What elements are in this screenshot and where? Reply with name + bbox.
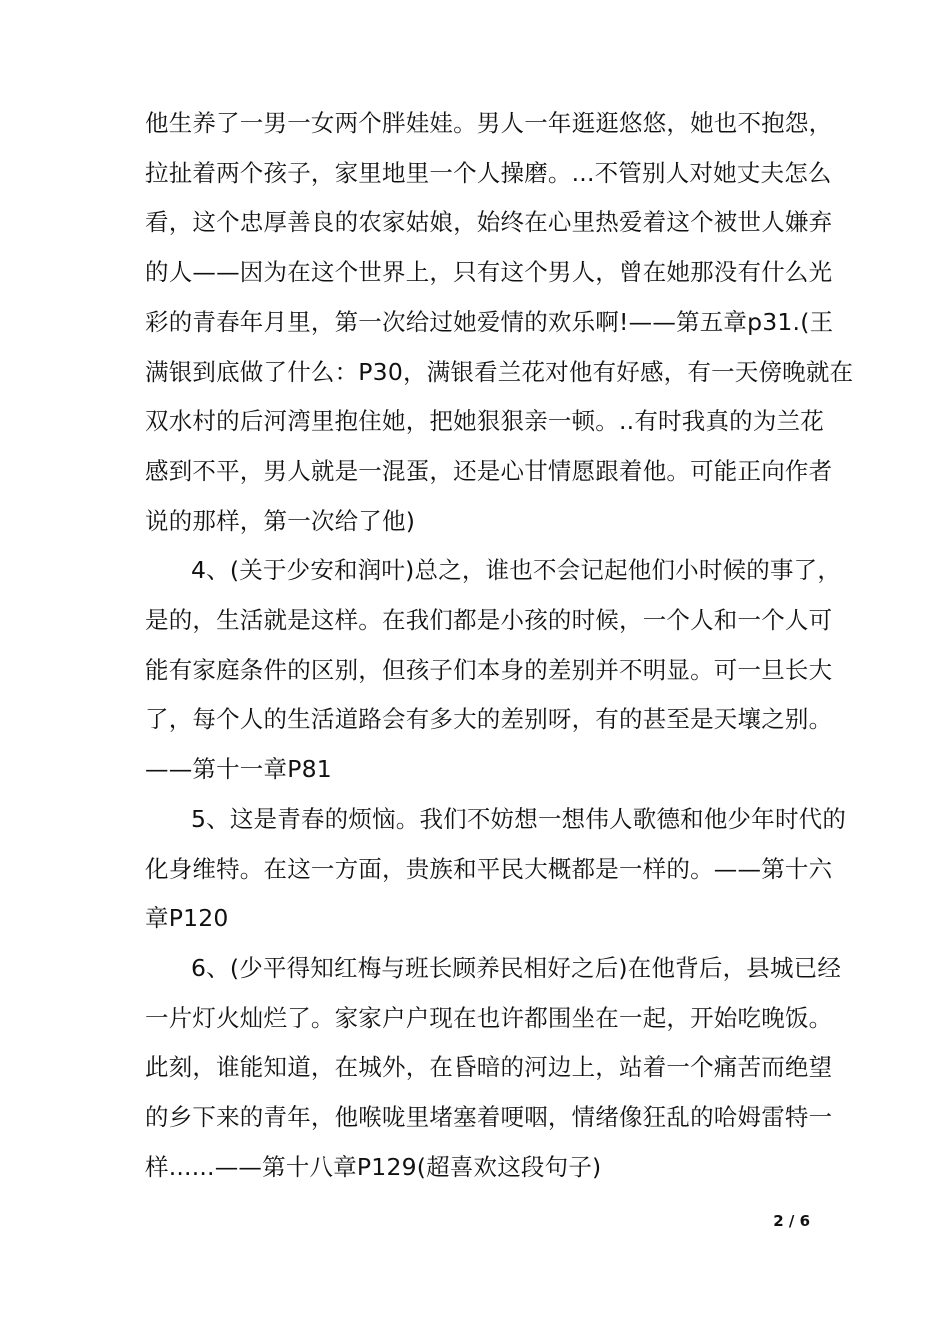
text-line: 章P120 xyxy=(145,904,229,933)
text-line: 了，每个人的生活道路会有多大的差别呀，有的甚至是天壤之别。 xyxy=(145,705,833,734)
text-line: 是的，生活就是这样。在我们都是小孩的时候，一个人和一个人可 xyxy=(145,606,833,635)
text-line: 彩的青春年月里，第一次给过她爱情的欢乐啊!——第五章p31.(王 xyxy=(145,307,834,336)
text-line: 6、(少平得知红梅与班长顾养民相好之后)在他背后，县城已经 xyxy=(191,953,842,982)
paragraph-continuation xyxy=(145,99,854,546)
text-line: 他生养了一男一女两个胖娃娃。男人一年逛逛悠悠，她也不抱怨， xyxy=(145,109,833,137)
text-line: 此刻，谁能知道，在城外，在昏暗的河边上，站着一个痛苦而绝望 xyxy=(145,1053,833,1082)
text-line: 双水村的后河湾里抱住她，把她狠狠亲一顿。..有时我真的为兰花 xyxy=(145,407,824,436)
text-line: 拉扯着两个孩子，家里地里一个人操磨。...不管别人对她丈夫怎么 xyxy=(145,158,832,187)
text-line: 感到不平，男人就是一混蛋，还是心甘情愿跟着他。可能正向作者 xyxy=(145,456,833,485)
text-line: 说的那样，第一次给了他) xyxy=(145,506,416,535)
text-line: 能有家庭条件的区别，但孩子们本身的差别并不明显。可一旦长大 xyxy=(145,655,833,684)
text-line: 一片灯火灿烂了。家家户户现在也许都围坐在一起，开始吃晚饭。 xyxy=(145,1003,833,1032)
paragraph-5 xyxy=(145,795,847,944)
paragraph-6 xyxy=(145,944,842,1193)
text-line: ——第十一章P81 xyxy=(145,755,332,784)
text-line: 看，这个忠厚善良的农家姑娘，始终在心里热爱着这个被世人嫌弃 xyxy=(145,208,833,237)
text-line: 满银到底做了什么：P30，满银看兰花对他有好感，有一天傍晚就在 xyxy=(145,357,854,386)
text-line: 化身维特。在这一方面，贵族和平民大概都是一样的。——第十六 xyxy=(145,854,833,883)
paragraph-4 xyxy=(145,546,842,795)
text-line: 5、这是青春的烦恼。我们不妨想一想伟人歌德和他少年时代的 xyxy=(191,804,847,833)
text-line: 的人——因为在这个世界上，只有这个男人，曾在她那没有什么光 xyxy=(145,258,833,287)
text-line: 样......——第十八章P129(超喜欢这段句子) xyxy=(145,1152,602,1181)
text-line: 4、(关于少安和润叶)总之，谁也不会记起他们小时候的事了， xyxy=(191,556,842,585)
document-body xyxy=(145,99,854,1192)
page-number: 2 / 6 xyxy=(773,1212,810,1230)
text-line: 的乡下来的青年，他喉咙里堵塞着哽咽，情绪像狂乱的哈姆雷特一 xyxy=(145,1103,833,1132)
